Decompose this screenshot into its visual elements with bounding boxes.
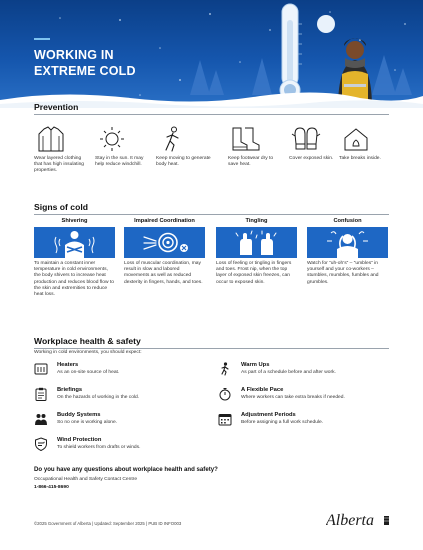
- prevention-item-moving: [156, 126, 212, 168]
- stopwatch-icon: [218, 387, 232, 401]
- workplace-intro: Working in cold environments, you should expect:: [34, 350, 142, 355]
- prevention-item-sun: [95, 126, 151, 168]
- prevention-text: Take breaks inside.: [339, 156, 381, 161]
- alberta-logo: [326, 509, 392, 531]
- sign-tingling: [216, 218, 297, 286]
- workplace-list: [34, 362, 389, 457]
- prevention-heading: Prevention: [34, 102, 79, 112]
- shivering-person-icon: [34, 227, 115, 258]
- workplace-item-desc: As part of a schedule before and after work.: [241, 369, 336, 375]
- sign-text: Watch for “uh-oh’s” – “umbles” in yourself and your co-workers – stumbles, mumbles, fumbles and grumbles.: [307, 261, 379, 285]
- prevention-item-cover-skin: [289, 126, 345, 162]
- prevention-list: [34, 126, 389, 191]
- thermometer-icon: [280, 4, 302, 100]
- sign-card: [216, 227, 297, 258]
- workplace-item-wind-protection: [34, 437, 204, 457]
- mittens-icon: [289, 126, 323, 152]
- prevention-text: Stay in the sun. It may help reduce windchill.: [95, 156, 144, 168]
- workplace-item-adjustment-periods: [218, 412, 388, 432]
- warm-house-icon: [339, 126, 373, 152]
- moon-icon: [317, 15, 335, 33]
- moving-person-icon: [156, 126, 190, 152]
- sign-title: Confusion: [333, 218, 362, 224]
- prevention-text: Cover exposed skin.: [289, 156, 334, 161]
- prevention-text: Keep moving to generate body heat.: [156, 156, 211, 168]
- jacket-icon: [34, 126, 68, 152]
- workplace-item-warm-ups: [218, 362, 388, 382]
- prevention-text: Keep footwear dry to save heat.: [228, 156, 274, 168]
- workplace-item-desc: To shield workers from drafts or winds.: [57, 444, 141, 450]
- workplace-item-label: Heaters: [57, 362, 79, 368]
- workplace-item-label: Warm Ups: [241, 362, 270, 368]
- workplace-item-label: Adjustment Periods: [241, 412, 296, 418]
- wind-shield-icon: [34, 437, 48, 451]
- page-title: WORKING IN EXTREME COLD: [34, 48, 136, 78]
- sign-title: Tingling: [245, 218, 268, 224]
- title-accent-bar: [34, 38, 50, 40]
- workplace-item-desc: So no one is working alone.: [57, 419, 118, 425]
- prevention-divider: [34, 114, 389, 115]
- hero-banner: [0, 0, 423, 108]
- walking-person-icon: [218, 362, 232, 376]
- sign-title: Impaired Coordination: [134, 218, 195, 224]
- sign-card: [34, 227, 115, 258]
- prevention-text: Wear layered clothing that has high insulating properties.: [34, 156, 85, 174]
- workplace-item-desc: Before assigning a full work schedule.: [241, 419, 324, 425]
- sign-shivering: [34, 218, 115, 298]
- sign-title: Shivering: [61, 218, 88, 224]
- sign-impaired-coordination: [124, 218, 205, 286]
- sign-text: To maintain a constant inner temperature in cold environments, the body shivers to increase heat production and reduces blood flow to the skin and extremities to reduce heat loss.: [34, 261, 114, 298]
- workplace-divider: [34, 348, 389, 349]
- prevention-item-layers: [34, 126, 90, 175]
- workplace-item-desc: Where workers can take extra breaks if needed.: [241, 394, 345, 400]
- workplace-item-label: Briefings: [57, 387, 83, 393]
- logo-wordmark: Alberta: [326, 512, 374, 529]
- contact-question: Do you have any questions about workplace health and safety?: [34, 466, 218, 473]
- heater-icon: [34, 362, 48, 376]
- workplace-item-label: Buddy Systems: [57, 412, 101, 418]
- sign-text: Loss of muscular coordination, may result in slow and labored movements as well as reduced dexterity in fingers, hands, and toes.: [124, 261, 203, 285]
- prevention-item-breaks: [339, 126, 395, 162]
- workplace-item-label: A Flexible Pace: [241, 387, 284, 393]
- tingling-hands-icon: [216, 227, 297, 258]
- sign-card: [124, 227, 205, 258]
- workplace-item-heaters: [34, 362, 204, 382]
- workplace-item-buddy-systems: [34, 412, 204, 432]
- workplace-item-briefings: [34, 387, 204, 407]
- prevention-item-footwear: [228, 126, 284, 168]
- footer-text: ©2025 Government of Alberta | Updated: September 2025 | PUB ID INFO003: [34, 521, 182, 526]
- workplace-item-desc: As an on-site source of heat.: [57, 369, 120, 375]
- buddy-icon: [34, 412, 48, 426]
- sun-icon: [95, 126, 129, 152]
- workplace-item-flexible-pace: [218, 387, 388, 407]
- signs-heading: Signs of cold: [34, 202, 88, 212]
- contact-organization: Occupational Health and Safety Contact Centre: [34, 477, 138, 482]
- sign-confusion: [307, 218, 388, 286]
- workplace-item-label: Wind Protection: [57, 437, 102, 443]
- sign-text: Loss of feeling or tingling in fingers and toes. Frost nip, when the top layer of exposed skin freezes, can occur to exposed skin.: [216, 261, 292, 285]
- calendar-icon: [218, 412, 232, 426]
- clipboard-icon: [34, 387, 48, 401]
- workplace-heading: Workplace health & safety: [34, 336, 141, 346]
- confused-person-icon: [307, 227, 388, 258]
- svg-text:Alberta: [326, 512, 374, 529]
- workplace-item-desc: On the hazards of working in the cold.: [57, 394, 140, 400]
- contact-phone[interactable]: 1-866-415-8690: [34, 485, 69, 490]
- boots-icon: [228, 126, 262, 152]
- sign-card: [307, 227, 388, 258]
- dizzy-coordination-icon: [124, 227, 205, 258]
- signs-divider: [34, 214, 389, 215]
